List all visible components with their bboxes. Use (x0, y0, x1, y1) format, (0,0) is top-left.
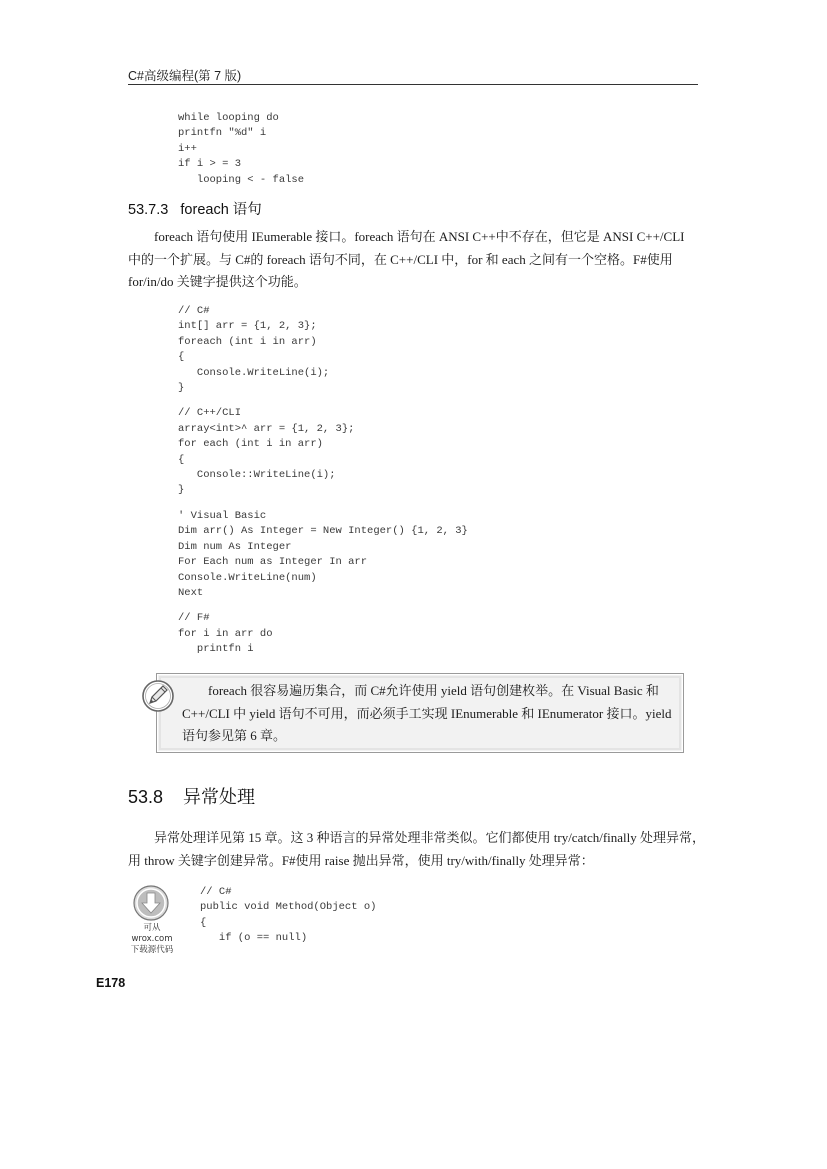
header-rule (128, 84, 698, 85)
code-line: printfn i (178, 643, 254, 656)
code-block-foreach-examples (178, 304, 468, 658)
running-header-title: C#高级编程(第 7 版) (128, 69, 242, 83)
code-line: public void Method(Object o) (200, 901, 377, 914)
code-line: if (o == null) (200, 932, 308, 945)
code-line: Console::WriteLine(i); (178, 469, 336, 482)
code-line: // C# (200, 886, 232, 898)
code-line: For Each num as Integer In arr (178, 556, 368, 569)
download-caption (124, 923, 180, 956)
code-line: Console.WriteLine(i); (178, 366, 330, 379)
paragraph-exceptions (128, 827, 706, 872)
note-line: foreach 很容易遍历集合，而 C#允许使用 yield 语句创建枚举。在 Visual Basic 和 (208, 683, 659, 698)
code-snippet-csharp (178, 304, 468, 396)
code-line: looping < - false (178, 173, 305, 186)
code-line: if i > = 3 (178, 158, 242, 171)
note-text (182, 680, 672, 748)
download-caption-line: 下载源代码 (130, 945, 174, 955)
code-line: int[] arr = {1, 2, 3}; (178, 320, 317, 333)
download-caption-line: 可从 (143, 923, 161, 933)
note-line: C++/CLI 中 yield 语句不可用，而必须手工实现 IEnumerable 和 IEnumerator 接口。yield (182, 705, 672, 721)
code-block-exception (200, 885, 376, 947)
code-line: i++ (178, 142, 197, 155)
code-block-while-loop (178, 111, 304, 188)
download-caption-line: wrox.com (131, 934, 173, 944)
code-line: Next (178, 586, 204, 599)
paragraph-line: 用 throw 关键字创建异常。F#使用 raise 抛出异常，使用 try/with/finally 处理异常： (128, 852, 594, 868)
code-line: { (178, 351, 185, 364)
code-line: for i in arr do (178, 627, 273, 640)
code-line: { (200, 916, 207, 929)
code-line: } (178, 382, 185, 395)
code-line: Dim num As Integer (178, 540, 292, 553)
paragraph-foreach (128, 226, 698, 294)
code-line: for each (int i in arr) (178, 438, 323, 451)
code-line: Console.WriteLine(num) (178, 571, 317, 584)
code-snippet-cpp-cli (178, 406, 468, 498)
code-snippet-visual-basic (178, 509, 468, 601)
code-line: printfn "%d" i (178, 127, 267, 140)
code-line: foreach (int i in arr) (178, 335, 317, 348)
download-arrow-icon (132, 884, 170, 922)
code-line: } (178, 484, 185, 497)
paragraph-line: for/in/do 关键字提供这个功能。 (128, 274, 307, 289)
code-line: while looping do (178, 112, 279, 124)
code-line: // C++/CLI (178, 407, 242, 420)
section-heading-foreach: 53.7.3 foreach 语句 (128, 202, 262, 218)
pencil-icon (140, 678, 176, 714)
code-line: array<int>^ arr = {1, 2, 3}; (178, 422, 355, 435)
code-snippet-fsharp (178, 611, 468, 657)
paragraph-line: 异常处理详见第 15 章。这 3 种语言的异常处理非常类似。它们都使用 try/catch/finally 处理异常， (154, 830, 706, 845)
code-line: { (178, 453, 185, 466)
note-line: 语句参见第 6 章。 (182, 728, 287, 743)
code-line: Dim arr() As Integer = New Integer() {1, 2, 3} (178, 525, 468, 538)
page-number: E178 (96, 976, 126, 990)
section-heading-exceptions: 53.8 异常处理 (128, 787, 256, 807)
code-line: ' Visual Basic (178, 509, 267, 522)
code-line: // F# (178, 612, 210, 625)
code-line: // C# (178, 305, 210, 317)
paragraph-line: foreach 语句使用 IEumerable 接口。foreach 语句在 ANSI C++中不存在，但它是 ANSI C++/CLI (154, 229, 685, 244)
paragraph-line: 中的一个扩展。与 C#的 foreach 语句不同，在 C++/CLI 中，for 和 each 之间有一个空格。F#使用 (128, 251, 673, 267)
